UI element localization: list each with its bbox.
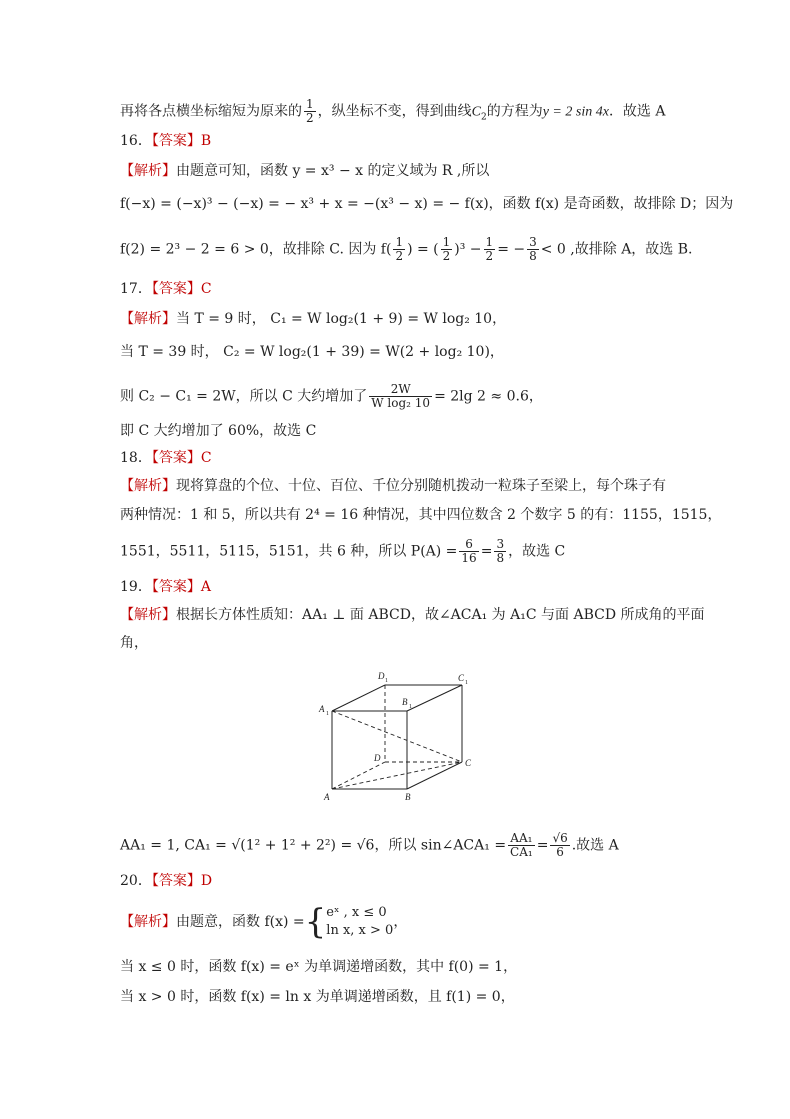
fraction-denominator: 8 [496, 551, 505, 565]
fraction [484, 236, 496, 263]
q20-explanation-3 [120, 986, 515, 1008]
q18-answer-line [120, 447, 212, 469]
fraction-numerator: 1 [485, 235, 494, 249]
fraction-denominator: CA₁ [510, 845, 533, 859]
explanation-text: )³ − [454, 241, 482, 258]
vertex-label-A1: A [319, 704, 325, 714]
fraction-half [304, 98, 316, 125]
vertex-subscript: 1 [326, 711, 329, 717]
fraction [441, 236, 453, 263]
answer-value: A [200, 579, 211, 595]
fraction-denominator: 2 [485, 249, 494, 263]
fraction-denominator: 2 [395, 249, 404, 263]
answer-label: 【答案】 [151, 281, 201, 297]
answer-value: B [200, 133, 212, 149]
answer-value: D [200, 873, 213, 889]
fraction-numerator: 3 [529, 235, 537, 249]
intro-text: 再将各点横坐标缩短为原来的 [120, 103, 302, 120]
fraction-denominator: 16 [461, 551, 477, 565]
vertex-label-B1: B [402, 697, 408, 707]
q19-explanation-3: AA₁ = 1, CA₁ = √(1² + 1² + 2²) = √6，所以 sin∠ACA₁ = $\frac{\text{AA₁}}{\text{CA₁}}$ = $\frac{√6}{6}$ .故选 A [120, 831, 619, 859]
fraction-denominator: 2 [442, 249, 451, 263]
fraction-numerator: 3 [496, 537, 505, 551]
edge-AD [332, 762, 385, 789]
explanation-text: < 0 ,故排除 A，故选 B. [540, 241, 693, 258]
fraction-numerator: 1 [395, 235, 404, 249]
piecewise-brace: { [304, 902, 327, 942]
vertex-label-D: D [374, 753, 381, 763]
edge-B1C1 [407, 685, 462, 711]
curve-equation: y = 2 sin 4x [542, 104, 609, 120]
piecewise-cases [326, 904, 393, 940]
fraction-numerator: 6 [459, 538, 478, 552]
piecewise-case-2: ln x, x > 0 [326, 923, 394, 938]
explanation-text: 根据长方体性质知：AA₁ ⊥ 面 ABCD，故∠ACA₁ 为 A₁C 与面 ABCD 所成角的平面 [176, 607, 705, 623]
edge-BC [407, 762, 462, 789]
vertex-subscript: 1 [409, 704, 412, 710]
question-number: 16． [120, 133, 152, 149]
intro-line [120, 98, 666, 128]
question-number: 17． [120, 281, 152, 297]
explanation-text: AA₁ = 1, CA₁ = √(1² + 1² + 2²) = √6，所以 sin∠ACA₁ = [120, 837, 507, 854]
explanation-text: = − [497, 241, 526, 258]
fraction-numerator: √6 [552, 831, 568, 845]
q20-explanation-2 [120, 956, 517, 978]
q18-explanation-1 [120, 475, 666, 497]
fraction [393, 236, 405, 263]
explanation-text: 当 x ≤ 0 时，函数 f(x) = eˣ 为单调递增函数，其中 f(0) = 1， [120, 959, 518, 975]
fraction-numerator: 1 [442, 235, 451, 249]
explanation-text: 当 T = 9 时， C₁ = W log₂(1 + 9) = W log₂ 10， [176, 311, 507, 327]
q16-explanation-3 [120, 236, 693, 263]
fraction-numerator: 1 [306, 97, 314, 111]
intro-text: ，纵坐标不变，得到曲线 [317, 103, 472, 120]
explanation-label: 【解析】 [120, 914, 176, 930]
explanation-text: ，故选 C [508, 543, 566, 560]
explanation-text: f(2) = 2³ − 2 = 6 > 0，故排除 C. 因为 f( [120, 241, 392, 258]
fraction-denominator: 8 [529, 249, 537, 263]
answer-value: C [200, 450, 212, 466]
fraction [369, 383, 432, 410]
vertex-subscript: 1 [465, 680, 468, 686]
explanation-text: .故选 A [571, 837, 619, 854]
cuboid-diagram [312, 668, 492, 808]
question-number: 19． [120, 579, 152, 595]
explanation-text: 两种情况：1 和 5，所以共有 2⁴ = 16 种情况，其中四位数含 2 个数字 5 的有：1155，1515， [120, 507, 722, 523]
explanation-label: 【解析】 [120, 311, 176, 327]
vertex-subscript: 1 [385, 678, 388, 684]
explanation-text: ) = ( [407, 241, 439, 258]
fraction-numerator: AA₁ [508, 832, 535, 846]
edge-A1D1 [332, 685, 385, 711]
vertex-label-C: C [465, 758, 472, 768]
fraction [494, 538, 506, 565]
q18-explanation-2 [120, 504, 721, 526]
explanation-text: ， [393, 914, 408, 930]
explanation-text: 则 C₂ − C₁ = 2W，所以 C 大约增加了 [120, 388, 368, 405]
q19-answer-line [120, 576, 211, 598]
q16-explanation-1 [120, 160, 489, 182]
explanation-text: 当 x > 0 时，函数 f(x) = ln x 为单调递增函数，且 f(1) = 0， [120, 989, 515, 1005]
fraction [527, 236, 539, 263]
q17-explanation-1 [120, 308, 506, 330]
answer-label: 【答案】 [151, 133, 201, 149]
explanation-label: 【解析】 [120, 478, 176, 494]
explanation-text: 即 C 大约增加了 60%，故选 C [120, 423, 317, 439]
fraction-denominator: 2 [306, 111, 314, 125]
fraction-denominator: W log₂ 10 [371, 396, 431, 410]
q16-answer-line [120, 130, 211, 152]
explanation-text: = 2lg 2 ≈ 0.6， [434, 388, 543, 405]
q17-explanation-2 [120, 341, 504, 363]
answer-label: 【答案】 [151, 579, 201, 595]
intro-text: 的方程为 [486, 103, 543, 120]
vertex-label-A: A [324, 792, 330, 802]
explanation-text: 由题意，函数 f(x) = [176, 914, 305, 930]
explanation-label: 【解析】 [120, 163, 176, 179]
intro-text: ．故选 A [608, 103, 666, 120]
question-number: 18． [120, 450, 152, 466]
answer-value: C [200, 281, 212, 297]
cuboid-figure [312, 668, 492, 808]
question-number: 20． [120, 873, 152, 889]
explanation-text: 当 T = 39 时， C₂ = W log₂(1 + 39) = W(2 + log₂ 10)， [120, 344, 504, 360]
fraction-numerator: 2W [369, 383, 432, 397]
answer-label: 【答案】 [151, 873, 201, 889]
q18-explanation-3: 1551，5511，5115，5151，共 6 种，所以 P(A) = $\frac{6}{16}$ = $\frac{3}{8}$ ，故选 C [120, 537, 566, 565]
diagonal-AC [332, 762, 462, 789]
q16-explanation-2 [120, 193, 733, 215]
q20-explanation-1 [120, 904, 407, 940]
explanation-text: f(−x) = (−x)³ − (−x) = − x³ + x = −(x³ − x) = − f(x)，函数 f(x) 是奇函数，故排除 D；因为 [120, 196, 734, 212]
vertex-label-C1: C [458, 673, 465, 683]
fraction-denominator: 6 [556, 845, 564, 859]
q17-explanation-3 [120, 383, 543, 410]
diagonal-A1C [332, 711, 462, 762]
answer-label: 【答案】 [151, 450, 201, 466]
q19-explanation-1 [120, 604, 705, 626]
vertex-label-B: B [405, 792, 411, 802]
explanation-text: 1551，5511，5115，5151，共 6 种，所以 P(A) = [120, 543, 458, 560]
piecewise-case-1: eˣ , x ≤ 0 [326, 905, 387, 920]
fraction [550, 832, 569, 859]
q20-answer-line [120, 870, 212, 892]
vertex-label-D1: D [378, 671, 385, 681]
q19-explanation-2 [120, 632, 148, 654]
q17-answer-line [120, 278, 212, 300]
curve-subscript: 2 [480, 112, 487, 123]
q17-explanation-4 [120, 420, 316, 442]
explanation-text: 由题意可知，函数 y = x³ − x 的定义域为 R ,所以 [176, 163, 490, 179]
explanation-label: 【解析】 [120, 607, 176, 623]
fraction [459, 538, 478, 565]
curve-name: C [471, 104, 481, 120]
fraction [508, 832, 535, 859]
explanation-text: 现将算盘的个位、十位、百位、千位分别随机拨动一粒珠子至梁上，每个珠子有 [176, 478, 666, 494]
explanation-text: 角， [120, 635, 148, 651]
